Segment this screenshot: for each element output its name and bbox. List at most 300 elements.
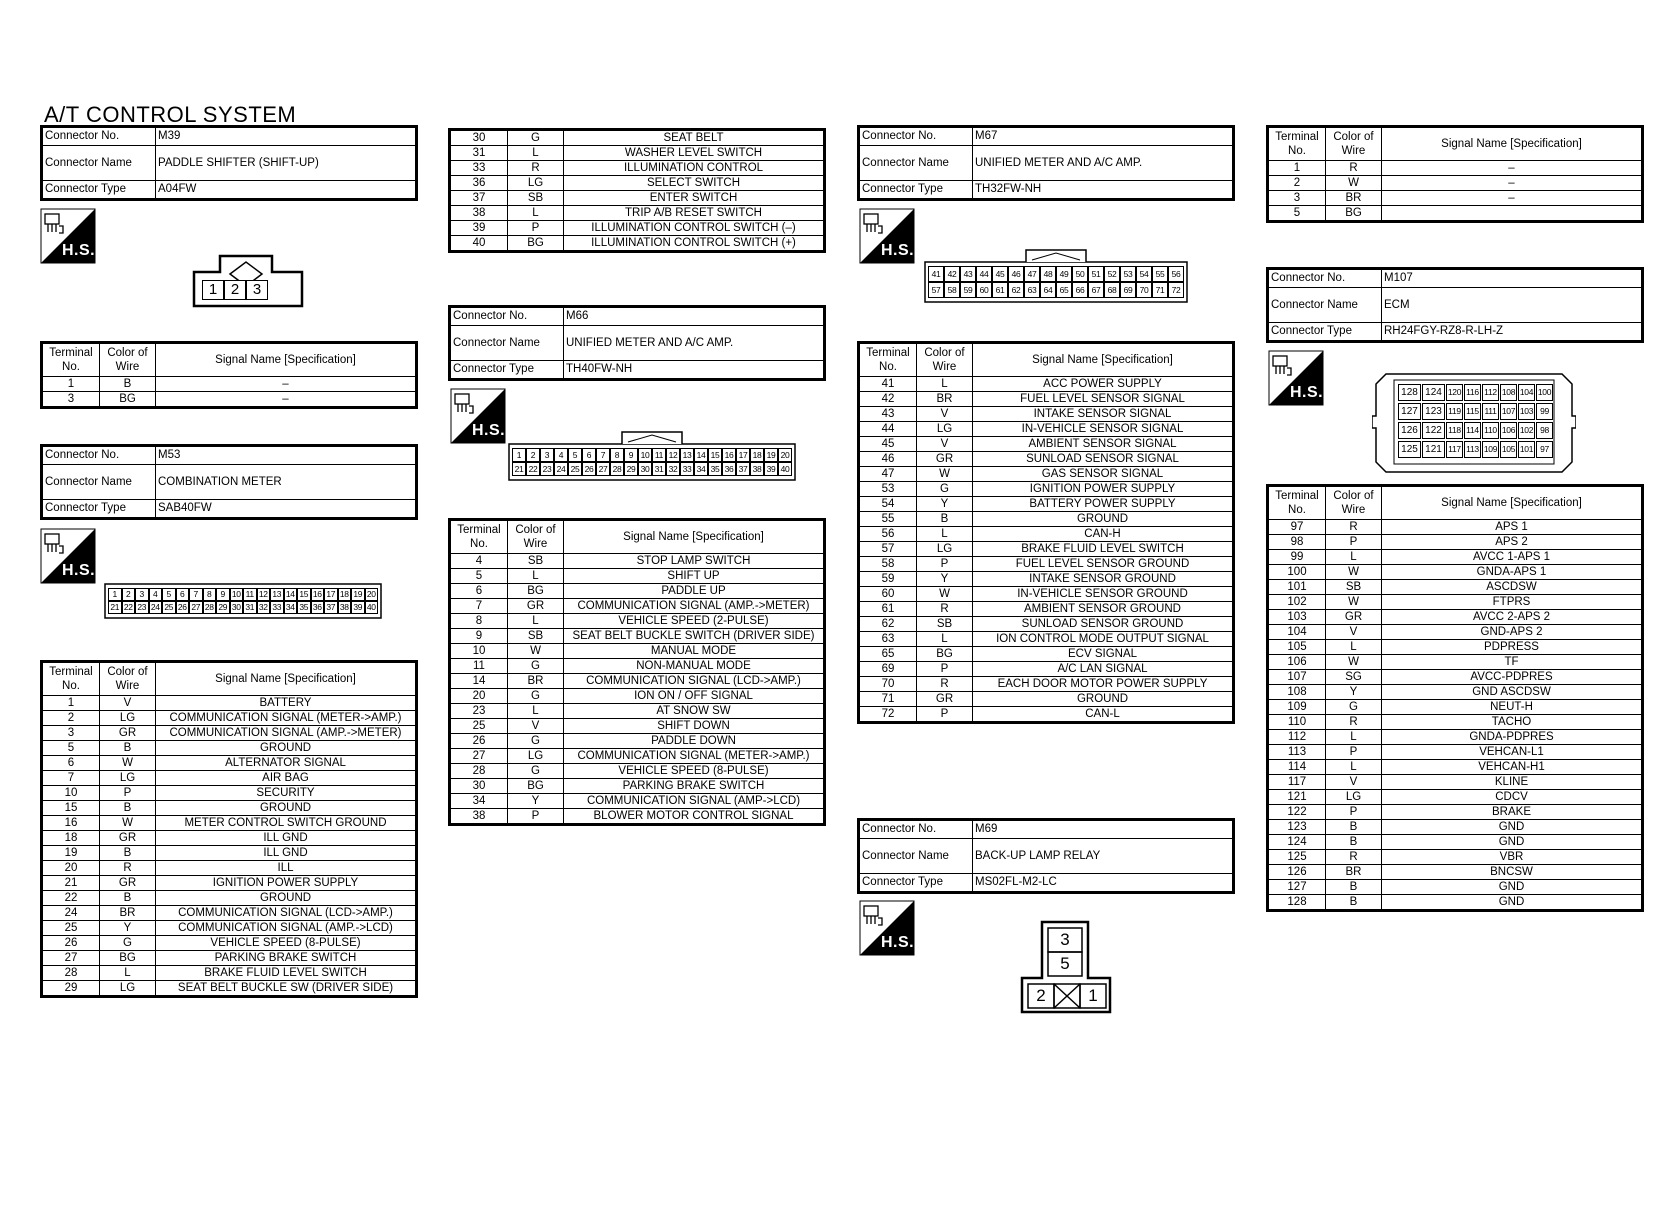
color-of-wire-header: Color of Wire: [100, 662, 156, 696]
pin: 20: [365, 588, 379, 601]
connector-name-value: UNIFIED METER AND A/C AMP.: [973, 146, 1234, 181]
pin: 42: [944, 266, 960, 282]
wire-color-cell: Y: [917, 497, 973, 512]
signal-name-cell: ION CONTROL MODE OUTPUT SIGNAL: [973, 632, 1234, 647]
wire-color-cell: W: [1326, 595, 1382, 610]
pin: 22: [122, 601, 136, 614]
table-row: [450, 734, 825, 749]
terminal-cell: 3: [42, 392, 100, 408]
pin: 61: [992, 282, 1008, 298]
wire-color-cell: G: [508, 734, 564, 749]
signal-name-cell: SELECT SWITCH: [564, 176, 825, 191]
terminal-cell: 11: [450, 659, 508, 674]
signal-name-cell: GROUND: [156, 801, 417, 816]
wire-color-cell: Y: [1326, 685, 1382, 700]
wire-color-cell: W: [100, 756, 156, 771]
table-row: [42, 696, 417, 711]
terminal-cell: 3: [1268, 191, 1326, 206]
wire-color-cell: P: [508, 809, 564, 825]
terminal-cell: 10: [42, 786, 100, 801]
signal-name-cell: –: [1382, 176, 1643, 191]
table-row: [859, 467, 1234, 482]
terminal-cell: 10: [450, 644, 508, 659]
signal-name-cell: TACHO: [1382, 715, 1643, 730]
pin: 119: [1446, 403, 1463, 420]
table-row: [450, 161, 825, 176]
pin: 27: [189, 601, 203, 614]
table-row: [42, 936, 417, 951]
terminal-cell: 69: [859, 662, 917, 677]
wire-color-cell: R: [100, 861, 156, 876]
signal-name-cell: ECV SIGNAL: [973, 647, 1234, 662]
table-row: [450, 599, 825, 614]
table-row: [1268, 835, 1643, 850]
wire-color-cell: P: [100, 786, 156, 801]
wire-color-cell: B: [100, 741, 156, 756]
signal-name-cell: ILL GND: [156, 831, 417, 846]
signal-name-cell: METER CONTROL SWITCH GROUND: [156, 816, 417, 831]
pin: 4: [554, 448, 568, 462]
m66-connector-diagram: [508, 430, 796, 478]
terminal-cell: 29: [42, 981, 100, 997]
pin: 7: [189, 588, 203, 601]
terminal-cell: 30: [450, 130, 508, 146]
wire-color-cell: SB: [917, 617, 973, 632]
page-title: A/T CONTROL SYSTEM: [44, 102, 297, 127]
wire-color-cell: BG: [508, 236, 564, 252]
pin: 105: [1500, 441, 1517, 458]
terminal-cell: 53: [859, 482, 917, 497]
pin: 97: [1536, 441, 1553, 458]
wire-color-cell: L: [1326, 760, 1382, 775]
table-row: [450, 689, 825, 704]
terminal-cell: 60: [859, 587, 917, 602]
color-of-wire-header: Color of Wire: [1326, 127, 1382, 161]
harness-side-icon: [40, 208, 96, 264]
color-of-wire-header: Color of Wire: [508, 520, 564, 554]
signal-name-cell: IGNITION POWER SUPPLY: [156, 876, 417, 891]
wire-color-cell: L: [508, 614, 564, 629]
pin: 11: [243, 588, 257, 601]
pin: 29: [624, 462, 638, 476]
wire-color-cell: V: [508, 719, 564, 734]
wire-color-cell: GR: [508, 599, 564, 614]
table-row: [450, 659, 825, 674]
pin: 121: [1422, 441, 1445, 458]
table-row: [1268, 730, 1643, 745]
pin: 17: [324, 588, 338, 601]
pin: 11: [652, 448, 666, 462]
signal-name-cell: –: [1382, 161, 1643, 176]
terminal-cell: 70: [859, 677, 917, 692]
wire-color-cell: B: [1326, 835, 1382, 850]
table-row: [450, 206, 825, 221]
pin: 58: [944, 282, 960, 298]
pin: 122: [1422, 422, 1445, 439]
table-row: [450, 130, 825, 146]
terminal-cell: 3: [42, 726, 100, 741]
pin: 118: [1446, 422, 1463, 439]
signal-name-cell: ILLUMINATION CONTROL SWITCH (–): [564, 221, 825, 236]
terminal-cell: 31: [450, 146, 508, 161]
terminal-cell: 24: [42, 906, 100, 921]
pin: 2: [224, 280, 246, 300]
table-row: [859, 407, 1234, 422]
pin: 32: [257, 601, 271, 614]
terminal-cell: 98: [1268, 535, 1326, 550]
table-row: [859, 692, 1234, 707]
wire-color-cell: GR: [100, 876, 156, 891]
wire-color-cell: P: [917, 707, 973, 723]
wire-color-cell: SB: [508, 629, 564, 644]
terminal-cell: 47: [859, 467, 917, 482]
table-row: [1268, 161, 1643, 176]
pin: 10: [230, 588, 244, 601]
terminal-no-header: Terminal No.: [42, 343, 100, 377]
connector-no-label: Connector No.: [1268, 269, 1382, 288]
pin: 3: [1060, 930, 1070, 949]
wire-color-cell: LG: [917, 422, 973, 437]
wire-color-cell: P: [917, 662, 973, 677]
pin: 47: [1024, 266, 1040, 282]
signal-name-cell: GND-APS 2: [1382, 625, 1643, 640]
pin: 52: [1104, 266, 1120, 282]
table-row: [42, 771, 417, 786]
pin: 26: [582, 462, 596, 476]
color-of-wire-header: Color of Wire: [100, 343, 156, 377]
wire-color-cell: GR: [1326, 610, 1382, 625]
pin: 3: [246, 280, 268, 300]
wire-color-cell: R: [1326, 850, 1382, 865]
signal-name-cell: VEHCAN-H1: [1382, 760, 1643, 775]
table-row: [859, 632, 1234, 647]
terminal-cell: 42: [859, 392, 917, 407]
connector-no-value: M53: [156, 446, 417, 465]
wire-color-cell: W: [100, 816, 156, 831]
table-row: [42, 726, 417, 741]
pin: 127: [1398, 403, 1421, 420]
wire-color-cell: V: [1326, 775, 1382, 790]
signal-name-cell: COMMUNICATION SIGNAL (LCD->AMP.): [156, 906, 417, 921]
signal-name-cell: APS 2: [1382, 535, 1643, 550]
connector-name-label: Connector Name: [450, 326, 564, 361]
wire-color-cell: BG: [917, 647, 973, 662]
table-row: [42, 741, 417, 756]
pin: 36: [311, 601, 325, 614]
signal-name-cell: VEHICLE SPEED (2-PULSE): [564, 614, 825, 629]
signal-name-cell: GROUND: [156, 741, 417, 756]
table-row: [1268, 550, 1643, 565]
table-row: [1268, 745, 1643, 760]
pin: 62: [1008, 282, 1024, 298]
table-row: [859, 377, 1234, 392]
table-row: [450, 614, 825, 629]
pin: 5: [162, 588, 176, 601]
m53-connector-diagram: [104, 582, 382, 616]
wire-color-cell: GR: [100, 831, 156, 846]
signal-name-cell: GND: [1382, 820, 1643, 835]
connector-type-label: Connector Type: [450, 361, 564, 380]
pin: 27: [596, 462, 610, 476]
pin: 25: [568, 462, 582, 476]
m53-info: [40, 444, 418, 520]
signal-name-cell: CDCV: [1382, 790, 1643, 805]
wire-color-cell: G: [508, 764, 564, 779]
terminal-cell: 22: [42, 891, 100, 906]
table-row: [1268, 206, 1643, 222]
table-row: [1268, 520, 1643, 535]
pin: 36: [722, 462, 736, 476]
signal-name-cell: VEHICLE SPEED (8-PULSE): [564, 764, 825, 779]
pin: 72: [1168, 282, 1184, 298]
table-row: [1268, 715, 1643, 730]
table-row: [859, 602, 1234, 617]
signal-name-cell: COMMUNICATION SIGNAL (AMP.->LCD): [156, 921, 417, 936]
table-row: [1268, 775, 1643, 790]
signal-name-cell: AVCC 2-APS 2: [1382, 610, 1643, 625]
table-row: [450, 191, 825, 206]
harness-side-icon: [859, 208, 915, 264]
hs-label: H.S.: [62, 562, 96, 579]
terminal-cell: 63: [859, 632, 917, 647]
signal-name-header: Signal Name [Specification]: [156, 662, 417, 696]
wire-color-cell: BG: [508, 584, 564, 599]
wire-color-cell: Y: [508, 794, 564, 809]
terminal-cell: 45: [859, 437, 917, 452]
harness-side-icon: [450, 388, 506, 444]
pin: 70: [1136, 282, 1152, 298]
signal-name-cell: NEUT-H: [1382, 700, 1643, 715]
wire-color-cell: P: [508, 221, 564, 236]
table-row: [1268, 790, 1643, 805]
wire-color-cell: W: [1326, 176, 1382, 191]
pin: 43: [960, 266, 976, 282]
signal-name-cell: COMMUNICATION SIGNAL (METER->AMP.): [156, 711, 417, 726]
signal-name-cell: ION ON / OFF SIGNAL: [564, 689, 825, 704]
signal-name-cell: COMMUNICATION SIGNAL (METER->AMP.): [564, 749, 825, 764]
m107-info: [1266, 267, 1644, 343]
signal-name-cell: PARKING BRAKE SWITCH: [564, 779, 825, 794]
terminal-cell: 104: [1268, 625, 1326, 640]
pin: 104: [1518, 384, 1535, 401]
table-row: [859, 437, 1234, 452]
connector-name-label: Connector Name: [859, 146, 973, 181]
table-row: [859, 662, 1234, 677]
pin: 2: [1036, 986, 1046, 1005]
signal-name-header: Signal Name [Specification]: [1382, 486, 1643, 520]
wire-color-cell: L: [1326, 640, 1382, 655]
signal-name-cell: AIR BAG: [156, 771, 417, 786]
hs-label: H.S.: [1290, 384, 1324, 401]
table-row: [1268, 655, 1643, 670]
signal-name-cell: FTPRS: [1382, 595, 1643, 610]
terminal-cell: 27: [450, 749, 508, 764]
pin: 31: [652, 462, 666, 476]
table-row: [42, 392, 417, 408]
pin: 24: [149, 601, 163, 614]
terminal-cell: 103: [1268, 610, 1326, 625]
signal-name-cell: CAN-H: [973, 527, 1234, 542]
terminal-cell: 27: [42, 951, 100, 966]
table-row: [42, 816, 417, 831]
wire-color-cell: P: [1326, 535, 1382, 550]
signal-name-cell: IN-VEHICLE SENSOR SIGNAL: [973, 422, 1234, 437]
pin: 24: [554, 462, 568, 476]
wire-color-cell: GR: [917, 692, 973, 707]
wire-color-cell: SB: [1326, 580, 1382, 595]
pin: 100: [1536, 384, 1553, 401]
terminal-cell: 108: [1268, 685, 1326, 700]
signal-name-cell: COMMUNICATION SIGNAL (AMP->LCD): [564, 794, 825, 809]
wire-color-cell: L: [1326, 550, 1382, 565]
signal-name-cell: ILL GND: [156, 846, 417, 861]
hs-label: H.S.: [881, 242, 915, 259]
pin: 112: [1482, 384, 1499, 401]
pin: 69: [1120, 282, 1136, 298]
table-row: [1268, 865, 1643, 880]
signal-name-cell: SEAT BELT BUCKLE SWITCH (DRIVER SIDE): [564, 629, 825, 644]
pin: 31: [243, 601, 257, 614]
wire-color-cell: B: [100, 801, 156, 816]
signal-name-cell: AVCC 1-APS 1: [1382, 550, 1643, 565]
signal-name-cell: BATTERY: [156, 696, 417, 711]
connector-name-value: ECM: [1382, 288, 1643, 323]
m69-connector-diagram: [1020, 920, 1114, 1014]
table-row: [450, 236, 825, 252]
terminal-cell: 9: [450, 629, 508, 644]
pin: 18: [338, 588, 352, 601]
signal-name-cell: SEAT BELT: [564, 130, 825, 146]
terminal-cell: 1: [42, 377, 100, 392]
wire-color-cell: BR: [917, 392, 973, 407]
table-row: [1268, 850, 1643, 865]
pin: 2: [122, 588, 136, 601]
signal-name-cell: CAN-L: [973, 707, 1234, 723]
terminal-cell: 71: [859, 692, 917, 707]
table-row: [1268, 565, 1643, 580]
pin: 16: [311, 588, 325, 601]
table-row: [450, 146, 825, 161]
table-row: [42, 756, 417, 771]
wire-color-cell: LG: [100, 771, 156, 786]
connector-type-label: Connector Type: [859, 874, 973, 893]
signal-name-cell: VEHCAN-L1: [1382, 745, 1643, 760]
pin: 30: [638, 462, 652, 476]
terminal-cell: 26: [450, 734, 508, 749]
connector-no-label: Connector No.: [859, 820, 973, 839]
table-row: [859, 677, 1234, 692]
terminal-cell: 38: [450, 809, 508, 825]
wire-color-cell: Y: [100, 921, 156, 936]
terminal-cell: 30: [450, 779, 508, 794]
wire-color-cell: BG: [1326, 206, 1382, 222]
terminal-cell: 97: [1268, 520, 1326, 535]
wire-color-cell: B: [1326, 880, 1382, 895]
terminal-cell: 25: [450, 719, 508, 734]
terminal-cell: 58: [859, 557, 917, 572]
terminal-cell: 125: [1268, 850, 1326, 865]
wire-color-cell: LG: [100, 711, 156, 726]
terminal-cell: 2: [42, 711, 100, 726]
pin: 107: [1500, 403, 1517, 420]
pin: 59: [960, 282, 976, 298]
signal-name-header: Signal Name [Specification]: [1382, 127, 1643, 161]
terminal-cell: 128: [1268, 895, 1326, 911]
pin: 21: [512, 462, 526, 476]
signal-name-cell: –: [1382, 191, 1643, 206]
wire-color-cell: L: [917, 527, 973, 542]
terminal-cell: 23: [450, 704, 508, 719]
pin: 5: [1060, 954, 1070, 973]
signal-name-header: Signal Name [Specification]: [973, 343, 1234, 377]
pin: 33: [270, 601, 284, 614]
signal-name-cell: GNDA-PDPRES: [1382, 730, 1643, 745]
m107-connector-diagram: [1372, 370, 1576, 474]
wire-color-cell: W: [508, 644, 564, 659]
pin: 55: [1152, 266, 1168, 282]
terminal-cell: 5: [42, 741, 100, 756]
signal-name-cell: INTAKE SENSOR SIGNAL: [973, 407, 1234, 422]
pin: 40: [778, 462, 792, 476]
pin: 67: [1088, 282, 1104, 298]
table-row: [450, 644, 825, 659]
signal-name-cell: SUNLOAD SENSOR SIGNAL: [973, 452, 1234, 467]
pin: 3: [540, 448, 554, 462]
terminal-cell: 44: [859, 422, 917, 437]
pin: 37: [736, 462, 750, 476]
wire-color-cell: P: [917, 557, 973, 572]
pin: 109: [1482, 441, 1499, 458]
terminal-cell: 20: [42, 861, 100, 876]
terminal-cell: 65: [859, 647, 917, 662]
connector-type-value: SAB40FW: [156, 500, 417, 519]
terminal-cell: 43: [859, 407, 917, 422]
connector-type-label: Connector Type: [859, 181, 973, 200]
pin: 1: [1088, 986, 1098, 1005]
table-row: [859, 647, 1234, 662]
terminal-no-header: Terminal No.: [42, 662, 100, 696]
pin: 6: [582, 448, 596, 462]
wire-color-cell: GR: [917, 452, 973, 467]
wire-color-cell: B: [917, 512, 973, 527]
terminal-cell: 16: [42, 816, 100, 831]
pin: 65: [1056, 282, 1072, 298]
terminal-cell: 6: [42, 756, 100, 771]
wire-color-cell: W: [917, 467, 973, 482]
pin: 20: [778, 448, 792, 462]
terminal-cell: 57: [859, 542, 917, 557]
signal-name-cell: ALTERNATOR SIGNAL: [156, 756, 417, 771]
pin: 48: [1040, 266, 1056, 282]
pin: 4: [149, 588, 163, 601]
pin: 16: [722, 448, 736, 462]
pin: 38: [750, 462, 764, 476]
pin: 35: [297, 601, 311, 614]
wire-color-cell: L: [508, 569, 564, 584]
table-row: [859, 422, 1234, 437]
table-row: [450, 176, 825, 191]
pin: 2: [526, 448, 540, 462]
pin: 124: [1422, 384, 1445, 401]
signal-name-cell: BRAKE FLUID LEVEL SWITCH: [156, 966, 417, 981]
signal-name-cell: STOP LAMP SWITCH: [564, 554, 825, 569]
table-row: [859, 707, 1234, 723]
pin: 34: [284, 601, 298, 614]
pin: 123: [1422, 403, 1445, 420]
terminal-cell: 127: [1268, 880, 1326, 895]
wire-color-cell: R: [1326, 161, 1382, 176]
table-row: [1268, 760, 1643, 775]
